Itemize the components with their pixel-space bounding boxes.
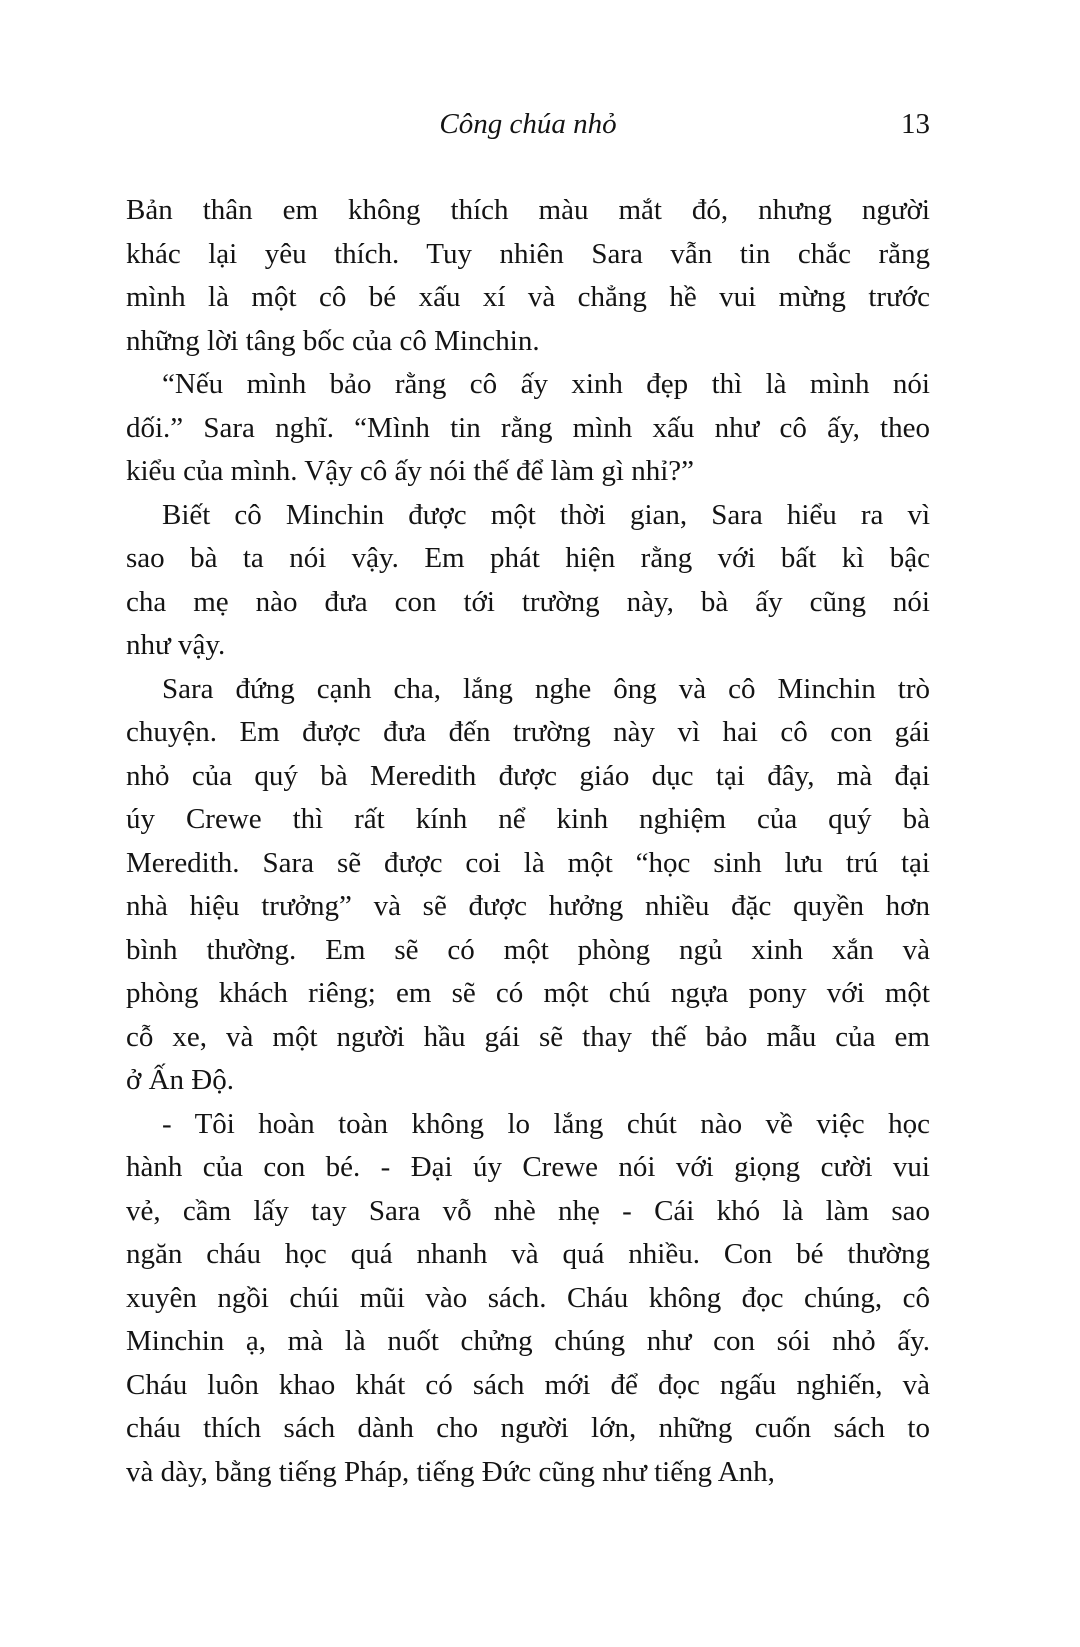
paragraph [126, 1103, 930, 1495]
text-line: sao bà ta nói vậy. Em phát hiện rằng với bất kì bậc [126, 542, 930, 574]
text-line: dối.” Sara nghĩ. “Mình tin rằng mình xấu như cô ấy, theo [126, 411, 930, 444]
text-line: xuyên ngồi chúi mũi vào sách. Cháu không đọc chúng, cô [126, 1281, 930, 1314]
text-line: khác lại yêu thích. Tuy nhiên Sara vẫn tin chắc rằng [126, 237, 930, 270]
paragraph [126, 668, 930, 1103]
text-line: Meredith. Sara sẽ được coi là một “học sinh lưu trú tại [126, 846, 930, 879]
text-line: Minchin ạ, mà là nuốt chửng chúng như con sói nhỏ ấy. [126, 1325, 930, 1357]
text-line: hành của con bé. - Đại úy Crewe nói với giọng cười vui [126, 1151, 930, 1183]
paragraph [126, 363, 930, 494]
book-title: Công chúa nhỏ [439, 108, 617, 140]
text-line: - Tôi hoàn toàn không lo lắng chút nào về việc học [162, 1107, 930, 1140]
text-line: “Nếu mình bảo rằng cô ấy xinh đẹp thì là mình nói [162, 368, 930, 400]
paragraph [126, 189, 930, 363]
text-line: cha mẹ nào đưa con tới trường này, bà ấy cũng nói [126, 585, 930, 618]
text-line: Sara đứng cạnh cha, lắng nghe ông và cô Minchin trò [162, 672, 930, 705]
text-line: cỗ xe, và một người hầu gái sẽ thay thế bảo mẫu của em [126, 1020, 930, 1053]
text-line: Biết cô Minchin được một thời gian, Sara hiểu ra vì [162, 498, 930, 531]
text-line: ngăn cháu học quá nhanh và quá nhiều. Con bé thường [126, 1238, 930, 1270]
page-number: 13 [901, 108, 930, 140]
text-line: úy Crewe thì rất kính nể kinh nghiệm của quý bà [126, 803, 930, 835]
paragraph [126, 494, 930, 668]
text-body [126, 189, 930, 1494]
text-line: phòng khách riêng; em sẽ có một chú ngựa pony với một [126, 977, 930, 1009]
text-line: ở Ấn Độ. [126, 1064, 234, 1096]
text-line: kiểu của mình. Vậy cô ấy nói thế để làm gì nhỉ?” [126, 455, 695, 487]
text-line: mình là một cô bé xấu xí và chẳng hề vui mừng trước [126, 281, 930, 313]
text-line: cháu thích sách dành cho người lớn, những cuốn sách to [126, 1412, 930, 1444]
text-line: nhà hiệu trưởng” và sẽ được hưởng nhiều đặc quyền hơn [126, 890, 930, 922]
text-line: nhỏ của quý bà Meredith được giáo dục tại đây, mà đại [126, 759, 930, 792]
text-line: những lời tâng bốc của cô Minchin. [126, 324, 540, 357]
text-line: chuyện. Em được đưa đến trường này vì hai cô con gái [126, 716, 930, 748]
text-line: vẻ, cầm lấy tay Sara vỗ nhè nhẹ - Cái khó là làm sao [126, 1194, 930, 1227]
text-line: bình thường. Em sẽ có một phòng ngủ xinh xắn và [126, 933, 930, 966]
text-line: Cháu luôn khao khát có sách mới để đọc ngấu nghiến, và [126, 1368, 930, 1401]
text-line: Bản thân em không thích màu mắt đó, nhưng người [126, 194, 930, 226]
running-head [126, 102, 930, 146]
text-line: như vậy. [126, 629, 226, 661]
text-line: và dày, bằng tiếng Pháp, tiếng Đức cũng như tiếng Anh, [126, 1455, 775, 1488]
